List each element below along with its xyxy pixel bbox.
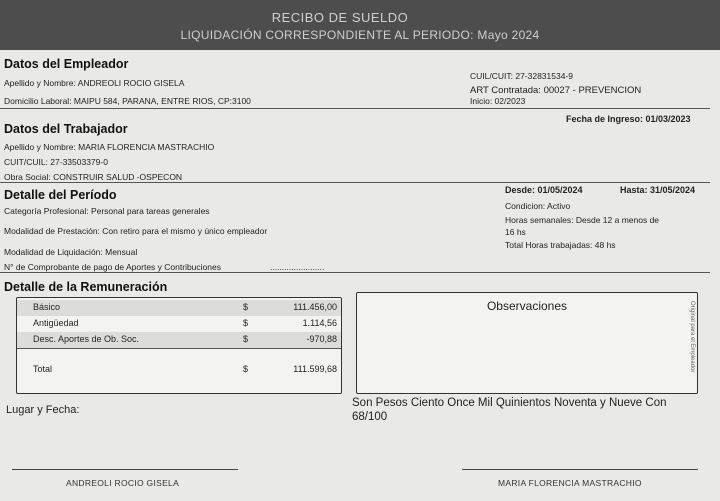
employer-signature-line — [12, 469, 238, 470]
table-row-total — [17, 362, 341, 378]
hire-date: Fecha de Ingreso: 01/03/2023 — [566, 114, 691, 124]
amount-seniority: 1.114,56 — [302, 318, 337, 328]
liquidation-modality: Modalidad de Liquidación: Mensual — [4, 247, 138, 257]
service-modality: Modalidad de Prestación: Con retiro para el mismo y único empleador — [4, 226, 268, 236]
currency-sign: $ — [243, 318, 249, 328]
weekly-hours: Horas semanales: Desde 12 a menos de — [505, 215, 660, 225]
table-row — [17, 316, 341, 332]
remuneration-heading: Detalle de la Remuneración — [4, 280, 168, 294]
condition: Condicion: Activo — [505, 201, 571, 211]
table-divider — [17, 348, 341, 349]
currency-sign: $ — [243, 302, 249, 312]
amount-health-deduction: -970,88 — [306, 334, 337, 344]
period-title: LIQUIDACIÓN CORRESPONDIENTE AL PERIODO: Mayo 2024 — [180, 28, 540, 42]
receipt-header — [0, 0, 720, 50]
amount-in-words: Son Pesos Ciento Once Mil Quinientos Noventa y Nueve Con — [352, 397, 667, 409]
place-and-date-label: Lugar y Fecha: — [6, 404, 80, 416]
currency-sign: $ — [243, 364, 249, 374]
amount-basic: 111.456,00 — [293, 302, 337, 312]
period-heading: Detalle del Período — [4, 188, 117, 202]
employer-signature-name: ANDREOLI ROCIO GISELA — [66, 478, 180, 488]
concept-health-deduction: Desc. Aportes de Ob. Soc. — [33, 334, 140, 344]
concept-seniority: Antigüedad — [33, 318, 79, 328]
period-to: Hasta: 31/05/2024 — [620, 185, 696, 195]
divider-employer — [0, 108, 710, 109]
weekly-hours-cont: 16 hs — [505, 227, 526, 237]
concept-basic: Básico — [33, 302, 61, 312]
total-label: Total — [33, 364, 53, 374]
amount-in-words-cont: 68/100 — [352, 411, 388, 423]
employer-cuil: CUIL/CUIT: 27-32831534-9 — [470, 71, 574, 81]
divider-worker — [0, 182, 710, 183]
remuneration-table — [16, 297, 342, 394]
worker-heading: Datos del Trabajador — [4, 122, 128, 136]
contribution-receipt-label: N° de Comprobante de pago de Aportes y Contribuciones — [4, 262, 221, 272]
worker-name: Apellido y Nombre: MARIA FLORENCIA MASTRACHIO — [4, 142, 215, 152]
table-row — [17, 300, 341, 316]
total-hours: Total Horas trabajadas: 48 hs — [505, 240, 616, 250]
receipt-title: RECIBO DE SUELDO — [271, 10, 409, 25]
worker-health-insurance: Obra Social: CONSTRUIR SALUD -OSPECON — [4, 172, 183, 182]
total-amount: 111.599,68 — [293, 364, 337, 374]
employer-address: Domicilio Laboral: MAIPU 584, PARANA, ENTRE RIOS, CP:3100 — [4, 96, 251, 106]
observations-title: Observaciones — [486, 299, 568, 313]
period-from: Desde: 01/05/2024 — [505, 185, 583, 195]
professional-category: Categoría Profesional: Personal para tareas generales — [4, 206, 210, 216]
worker-signature-name: MARIA FLORENCIA MASTRACHIO — [498, 478, 642, 488]
employer-name: Apellido y Nombre: ANDREOLI ROCIO GISELA — [4, 78, 185, 88]
employer-heading: Datos del Empleador — [4, 57, 129, 71]
observations-box — [356, 292, 698, 394]
currency-sign: $ — [243, 334, 249, 344]
original-copy-note: Original para el Empleador — [689, 301, 695, 373]
employer-start: Inicio: 02/2023 — [470, 96, 526, 106]
employer-art: ART Contratada: 00027 - PREVENCION — [470, 85, 642, 96]
worker-signature-line — [462, 469, 698, 470]
divider-period — [0, 272, 710, 273]
contribution-receipt-dots: ....................... — [270, 262, 325, 272]
table-row — [17, 332, 341, 348]
worker-cuit: CUIT/CUIL: 27-33503379-0 — [4, 157, 108, 167]
